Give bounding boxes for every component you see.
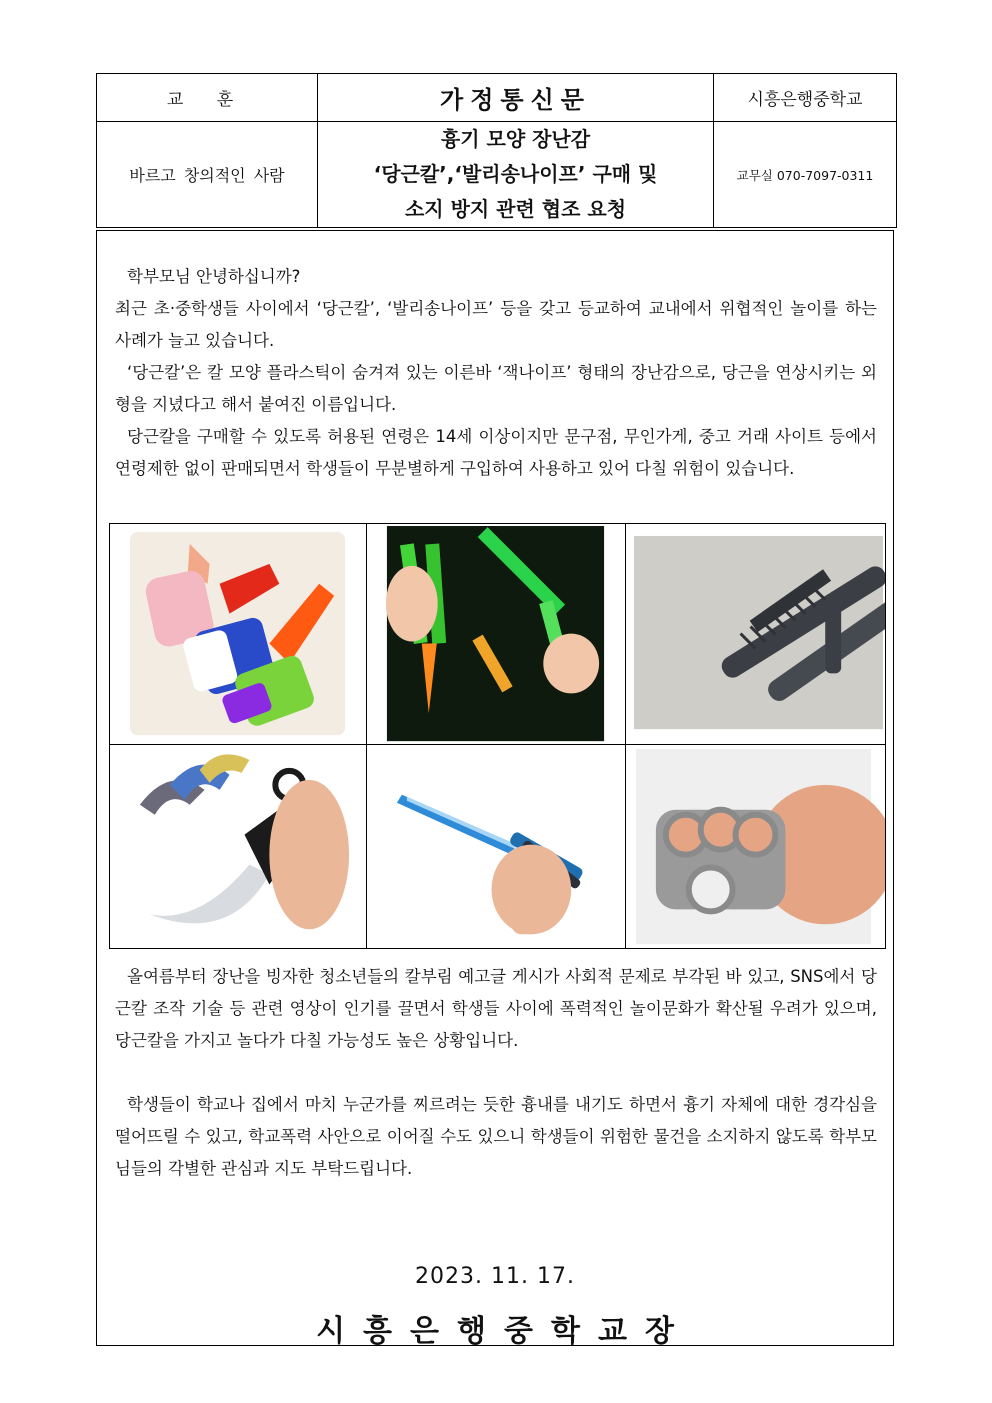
butterfly-comb-icon <box>626 524 885 744</box>
subject-line-2: ‘당근칼’,‘발리송나이프’ 구매 및 <box>373 162 658 186</box>
photo-cell <box>110 524 367 745</box>
paragraph-1: 최근 초·중학생들 사이에서 ‘당근칼’, ‘발리송나이프’ 등을 갖고 등교하여 교내에서 위협적인 놀이를 하는 사례가 늘고 있습니다. <box>115 299 877 350</box>
paragraph-2: ‘당근칼’은 칼 모양 플라스틱이 숨겨져 있는 이른바 ‘잭나이프’ 형태의 장난감으로, 당근을 연상시키는 외형을 지녔다고 해서 붙여진 이름입니다. <box>115 363 877 414</box>
paragraph-4: 올여름부터 장난을 빙자한 청소년들의 칼부림 예고글 게시가 사회적 문제로 부각된 바 있고, SNS에서 당근칼 조작 기술 등 관련 영상이 인기를 끌면서 학생들 사이에 폭력적인 놀이문화가 확산될 우려가 있으며, 당근칼을 가지고 놀다가 다칠 가능성도 높은 상황입니다. <box>115 967 877 1050</box>
blue-balisong-knife-icon <box>367 745 625 948</box>
photo-cell <box>367 524 626 745</box>
paragraph-3: 당근칼을 구매할 수 있도록 허용된 연령은 14세 이상이지만 문구점, 무인가게, 중고 거래 사이트 등에서 연령제한 없이 판매되면서 학생들이 무분별하게 구입하여 사용하고 있어 다칠 위험이 있습니다. <box>115 427 877 478</box>
subject-line-3: 소지 방지 관련 협조 요청 <box>404 197 627 221</box>
green-balisong-toy-icon <box>367 524 625 744</box>
subject-line-1: 흉기 모양 장난감 <box>440 127 591 151</box>
motto-text: 바르고 창의적인 사람 <box>97 122 318 228</box>
school-name: 시흥은행중학교 <box>714 74 897 122</box>
paragraph-5: 학생들이 학교나 집에서 마치 누군가를 찌르려는 듯한 흉내를 내기도 하면서 흉기 자체에 대한 경각심을 떨어뜨릴 수 있고, 학교폭력 사안으로 이어질 수도 있으니 학생들이 위험한 물건을 소지하지 않도록 학부모님들의 각별한 관심과 지도 부탁드립니다. <box>115 1095 877 1178</box>
karambit-knife-icon <box>110 745 366 948</box>
photo-cell <box>367 745 626 949</box>
header-table <box>96 73 897 228</box>
motto-label: 교 훈 <box>97 74 318 122</box>
contact-phone: 교무실 070-7097-0311 <box>714 122 897 228</box>
brass-knuckles-icon <box>626 745 885 948</box>
letter-body <box>96 230 894 1349</box>
subject-title <box>318 122 714 228</box>
principal-signature: 시흥은행중학교장 <box>316 1314 692 1349</box>
carrot-knife-toys-icon <box>110 524 366 744</box>
newsletter-title: 가정통신문 <box>318 74 714 122</box>
photo-cell <box>626 524 886 745</box>
greeting: 학부모님 안녕하십니까? <box>127 267 301 286</box>
photo-grid <box>109 523 886 949</box>
photo-cell <box>110 745 367 949</box>
issue-date: 2023. 11. 17. <box>415 1264 575 1289</box>
photo-cell <box>626 745 886 949</box>
